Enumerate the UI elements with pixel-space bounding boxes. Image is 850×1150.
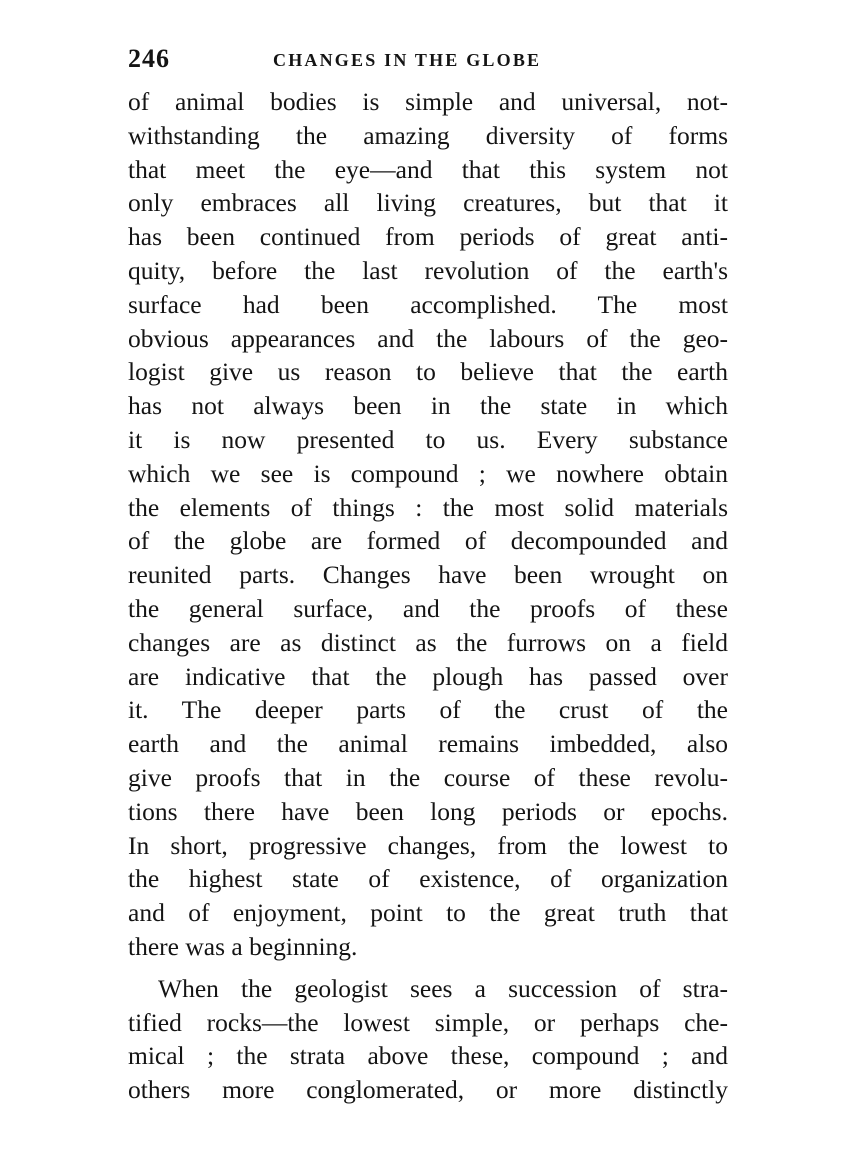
text-line: reunited parts. Changes have been wrought on bbox=[128, 560, 728, 590]
text-line: withstanding the amazing diversity of forms bbox=[128, 120, 728, 150]
text-line: mical ; the strata above these, compound ; and bbox=[128, 1041, 728, 1071]
text-line: has been continued from periods of great anti- bbox=[128, 222, 728, 252]
text-line: there was a beginning. bbox=[128, 931, 358, 961]
text-line: of animal bodies is simple and universal, not- bbox=[128, 87, 728, 116]
text-line: logist give us reason to believe that the earth bbox=[128, 357, 728, 387]
text-line: and of enjoyment, point to the great truth that bbox=[128, 898, 728, 928]
text-line: which we see is compound ; we nowhere obtain bbox=[128, 458, 728, 488]
text-line: has not always been in the state in which bbox=[128, 391, 728, 421]
body-text bbox=[128, 85, 728, 1107]
text-line: it is now presented to us. Every substance bbox=[128, 424, 728, 454]
text-line: earth and the animal remains imbedded, also bbox=[128, 729, 728, 759]
running-title: CHANGES IN THE GLOBE bbox=[273, 50, 542, 70]
paragraph-1 bbox=[128, 85, 728, 964]
text-line: of the globe are formed of decompounded and bbox=[128, 526, 728, 556]
text-line: give proofs that in the course of these revolu- bbox=[128, 762, 728, 792]
page-number: 246 bbox=[128, 44, 170, 73]
text-line: the general surface, and the proofs of these bbox=[128, 593, 728, 623]
text-line: In short, progressive changes, from the lowest to bbox=[128, 830, 728, 860]
text-line: When the geologist sees a succession of stra- bbox=[158, 973, 728, 1003]
text-line: the elements of things : the most solid materials bbox=[128, 492, 728, 522]
paragraph-2 bbox=[128, 972, 728, 1107]
text-line: are indicative that the plough has passed over bbox=[128, 661, 728, 691]
text-line: surface had been accomplished. The most bbox=[128, 289, 728, 319]
running-head bbox=[128, 42, 728, 76]
text-line: tions there have been long periods or epochs. bbox=[128, 796, 728, 826]
text-line: only embraces all living creatures, but that it bbox=[128, 188, 728, 218]
text-line: that meet the eye—and that this system not bbox=[128, 154, 728, 184]
text-line: it. The deeper parts of the crust of the bbox=[128, 695, 728, 725]
text-line: tified rocks—the lowest simple, or perhaps che- bbox=[128, 1007, 728, 1037]
text-line: obvious appearances and the labours of the geo- bbox=[128, 323, 728, 353]
text-line: changes are as distinct as the furrows on a field bbox=[128, 627, 728, 657]
paragraph-gap bbox=[128, 964, 728, 972]
text-line: quity, before the last revolution of the earth's bbox=[128, 255, 728, 285]
text-line: the highest state of existence, of organization bbox=[128, 864, 728, 894]
text-line: others more conglomerated, or more distinctly bbox=[128, 1075, 728, 1105]
